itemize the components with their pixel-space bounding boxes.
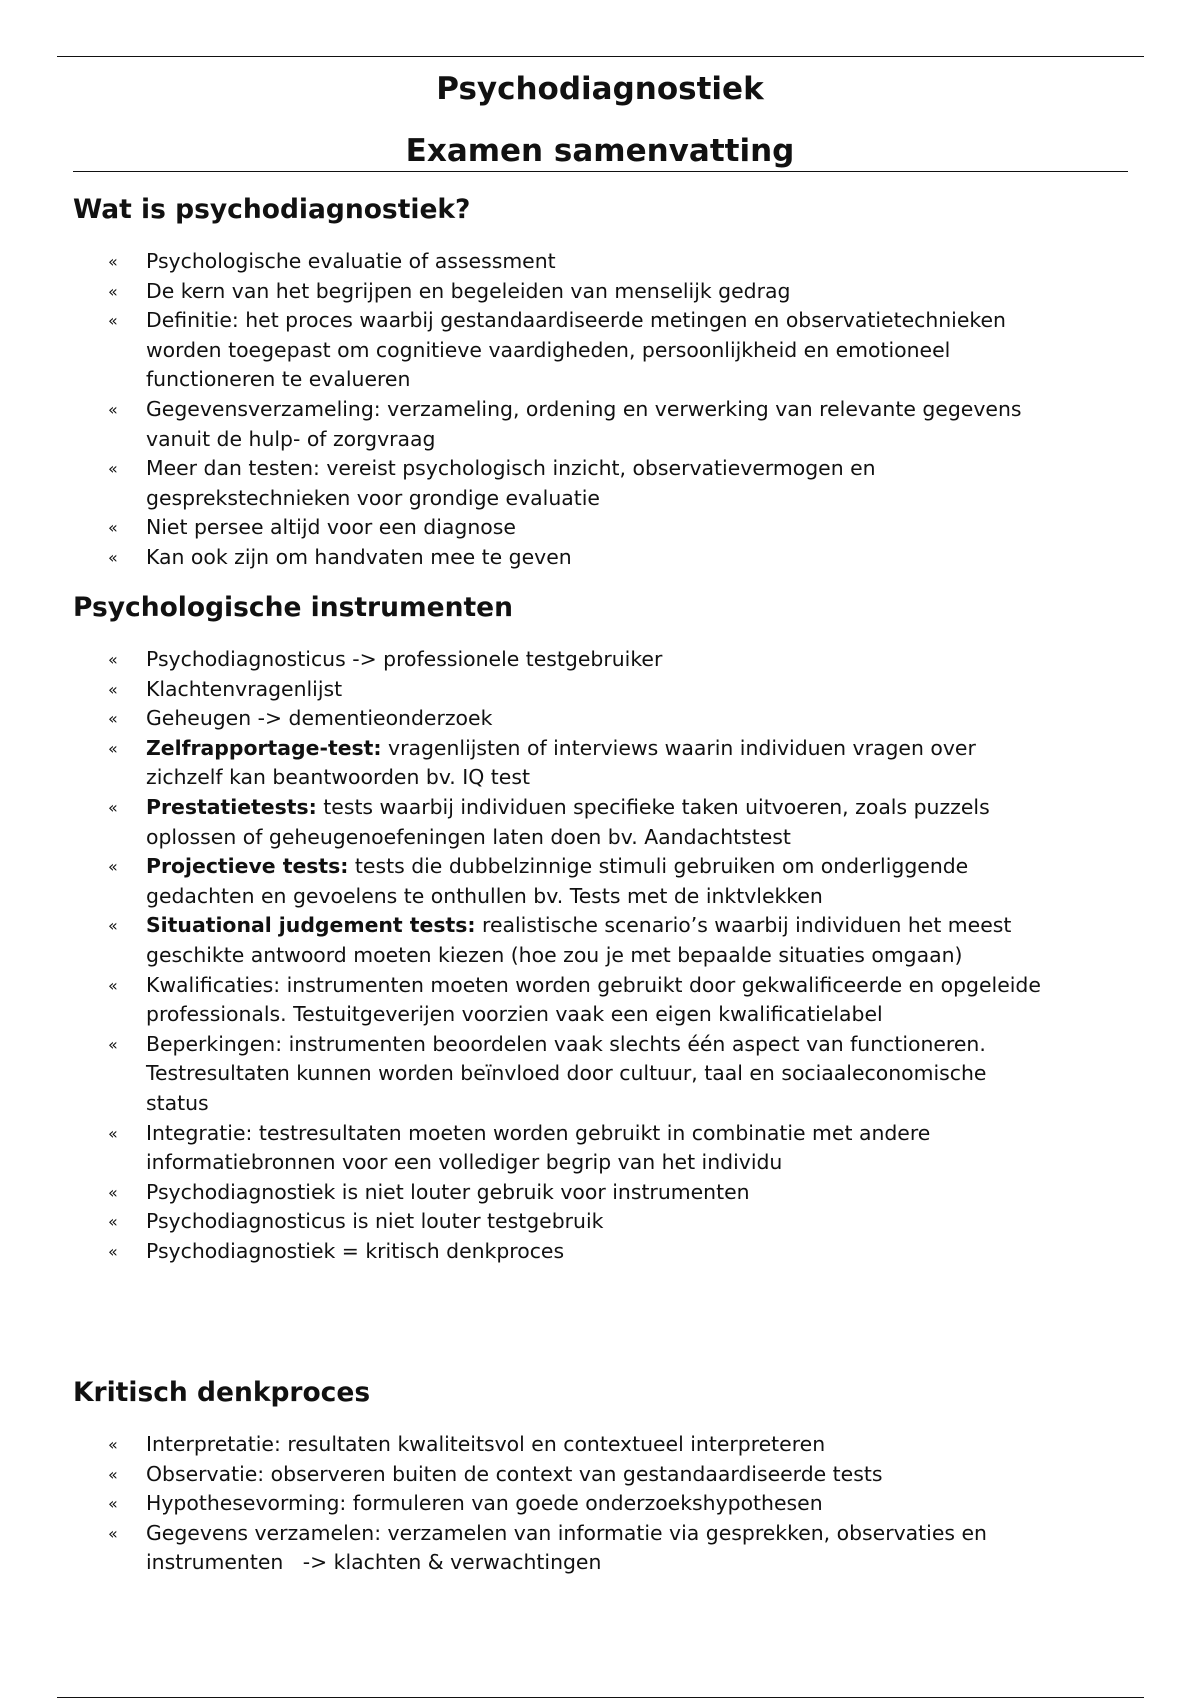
item-text-line: Niet persee altijd voor een diagnose	[146, 515, 516, 540]
item-text-line: De kern van het begrijpen en begeleiden van menselijk gedrag	[146, 278, 791, 303]
list-item	[73, 247, 1133, 277]
bullet-marker: «	[108, 399, 118, 419]
item-text-line: realistische scenario’s waarbij individuen het meest	[475, 913, 1012, 938]
bullet-marker: «	[108, 857, 118, 877]
item-text-line: Klachtenvragenlijst	[146, 676, 343, 701]
list-item	[73, 543, 1133, 573]
list-item	[73, 675, 1133, 705]
bullet-marker: «	[108, 1212, 118, 1232]
list-item	[73, 971, 1133, 1030]
bullet-list	[73, 645, 1133, 1266]
bullet-marker: «	[108, 1494, 118, 1514]
list-item	[73, 454, 1133, 513]
title-underline	[73, 171, 1128, 172]
list-item	[73, 734, 1133, 793]
section-wat-is-psychodiagnostiek	[73, 193, 1133, 573]
item-text-line: Geheugen -> dementieonderzoek	[146, 706, 493, 731]
item-text-line: Integratie: testresultaten moeten worden gebruikt in combinatie met andere	[146, 1120, 931, 1145]
bullet-marker: «	[108, 738, 118, 758]
list-item	[73, 1430, 1133, 1460]
list-item	[73, 277, 1133, 307]
bullet-list	[73, 247, 1133, 573]
document-title: Psychodiagnostiek	[436, 71, 764, 107]
list-item	[73, 1207, 1133, 1237]
item-text-line: gedachten en gevoelens te onthullen bv. Tests met de inktvlekken	[146, 883, 823, 908]
item-text-line: Beperkingen: instrumenten beoordelen vaak slechts één aspect van functioneren.	[146, 1031, 986, 1056]
bullet-marker: «	[108, 281, 118, 301]
item-term: Situational judgement tests:	[146, 913, 476, 938]
bottom-rule	[57, 1697, 1144, 1698]
bullet-marker: «	[108, 459, 118, 479]
list-item	[73, 1030, 1133, 1119]
item-text-line: Gegevensverzameling: verzameling, ordening en verwerking van relevante gegevens	[146, 396, 1022, 421]
item-text-line: informatiebronnen voor een vollediger begrip van het individu	[146, 1150, 783, 1175]
bullet-marker: «	[108, 916, 118, 936]
item-text-line: Kan ook zijn om handvaten mee te geven	[146, 544, 572, 569]
bullet-marker: «	[108, 1034, 118, 1054]
list-item	[73, 704, 1133, 734]
item-text-line: geschikte antwoord moeten kiezen (hoe zou je met bepaalde situaties omgaan)	[146, 942, 963, 967]
item-text-line: vragenlijsten of interviews waarin individuen vragen over	[381, 735, 976, 760]
item-text-line: status	[146, 1090, 209, 1115]
item-text-line: Kwalificaties: instrumenten moeten worden gebruikt door gekwalificeerde en opgeleide	[146, 972, 1041, 997]
item-text-line: tests waarbij individuen specifieke taken uitvoeren, zoals puzzels	[316, 794, 990, 819]
list-item	[73, 395, 1133, 454]
item-text-line: Psychologische evaluatie of assessment	[146, 249, 556, 273]
section-heading: Kritisch denkproces	[73, 1377, 371, 1408]
item-text-line: Hypothesevorming: formuleren van goede onderzoekshypothesen	[146, 1491, 823, 1516]
item-text-line: gesprekstechnieken voor grondige evaluatie	[146, 485, 600, 510]
item-text-line: instrumenten -> klachten & verwachtingen	[146, 1550, 602, 1575]
item-term: Zelfrapportage-test:	[146, 735, 382, 760]
bullet-marker: «	[108, 547, 118, 567]
item-term: Prestatietests:	[146, 794, 317, 819]
item-text-line: Observatie: observeren buiten de context van gestandaardiseerde tests	[146, 1461, 883, 1486]
list-item	[73, 1237, 1133, 1267]
bullet-marker: «	[108, 1435, 118, 1454]
bullet-marker: «	[108, 1182, 118, 1202]
item-text-line: Definitie: het proces waarbij gestandaardiseerde metingen en observatietechnieken	[146, 308, 1006, 333]
bullet-marker: «	[108, 518, 118, 538]
item-text-line: Psychodiagnosticus -> professionele testgebruiker	[146, 647, 663, 671]
item-text-line: tests die dubbelzinnige stimuli gebruiken om onderliggende	[348, 854, 969, 879]
item-text-line: Psychodiagnostiek = kritisch denkproces	[146, 1238, 565, 1263]
bullet-marker: «	[108, 709, 118, 729]
list-item	[73, 1519, 1133, 1578]
item-text-line: Interpretatie: resultaten kwaliteitsvol en contextueel interpreteren	[146, 1432, 826, 1456]
item-text-line: Psychodiagnosticus is niet louter testgebruik	[146, 1209, 604, 1234]
item-text-line: functioneren te evalueren	[146, 367, 411, 392]
item-text-line: Testresultaten kunnen worden beïnvloed door cultuur, taal en sociaaleconomische	[146, 1061, 987, 1086]
item-term: Projectieve tests:	[146, 854, 349, 879]
list-item	[73, 793, 1133, 852]
section-kritisch-denkproces	[73, 1376, 1133, 1578]
list-item	[73, 645, 1133, 675]
section-heading: Psychologische instrumenten	[73, 592, 513, 623]
list-item	[73, 1489, 1133, 1519]
bullet-marker: «	[108, 679, 118, 699]
item-text-line: Meer dan testen: vereist psychologisch inzicht, observatievermogen en	[146, 456, 876, 481]
bullet-marker: «	[108, 1464, 118, 1484]
bullet-marker: «	[108, 311, 118, 331]
top-rule	[57, 56, 1144, 57]
section-heading: Wat is psychodiagnostiek?	[73, 194, 471, 225]
item-text-line: zichzelf kan beantwoorden bv. IQ test	[146, 765, 530, 790]
bullet-list	[73, 1430, 1133, 1578]
item-text-line: Psychodiagnostiek is niet louter gebruik voor instrumenten	[146, 1179, 750, 1204]
item-text-line: oplossen of geheugenoefeningen laten doen bv. Aandachtstest	[146, 824, 791, 849]
bullet-marker: «	[108, 975, 118, 995]
list-item	[73, 306, 1133, 395]
list-item	[73, 513, 1133, 543]
list-item	[73, 1178, 1133, 1208]
list-item	[73, 852, 1133, 911]
bullet-marker: «	[108, 1523, 118, 1543]
bullet-marker: «	[108, 1241, 118, 1261]
bullet-marker: «	[108, 252, 118, 271]
bullet-marker: «	[108, 650, 118, 669]
list-item	[73, 1119, 1133, 1178]
section-psychologische-instrumenten	[73, 591, 1133, 1266]
document-subtitle: Examen samenvatting	[405, 133, 795, 169]
item-text-line: vanuit de hulp- of zorgvraag	[146, 426, 436, 451]
bullet-marker: «	[108, 1123, 118, 1143]
item-text-line: professionals. Testuitgeverijen voorzien vaak een eigen kwalificatielabel	[146, 1002, 883, 1027]
bullet-marker: «	[108, 797, 118, 817]
list-item	[73, 911, 1133, 970]
item-text-line: worden toegepast om cognitieve vaardigheden, persoonlijkheid en emotioneel	[146, 337, 951, 362]
item-text-line: Gegevens verzamelen: verzamelen van informatie via gesprekken, observaties en	[146, 1520, 987, 1545]
list-item	[73, 1460, 1133, 1490]
